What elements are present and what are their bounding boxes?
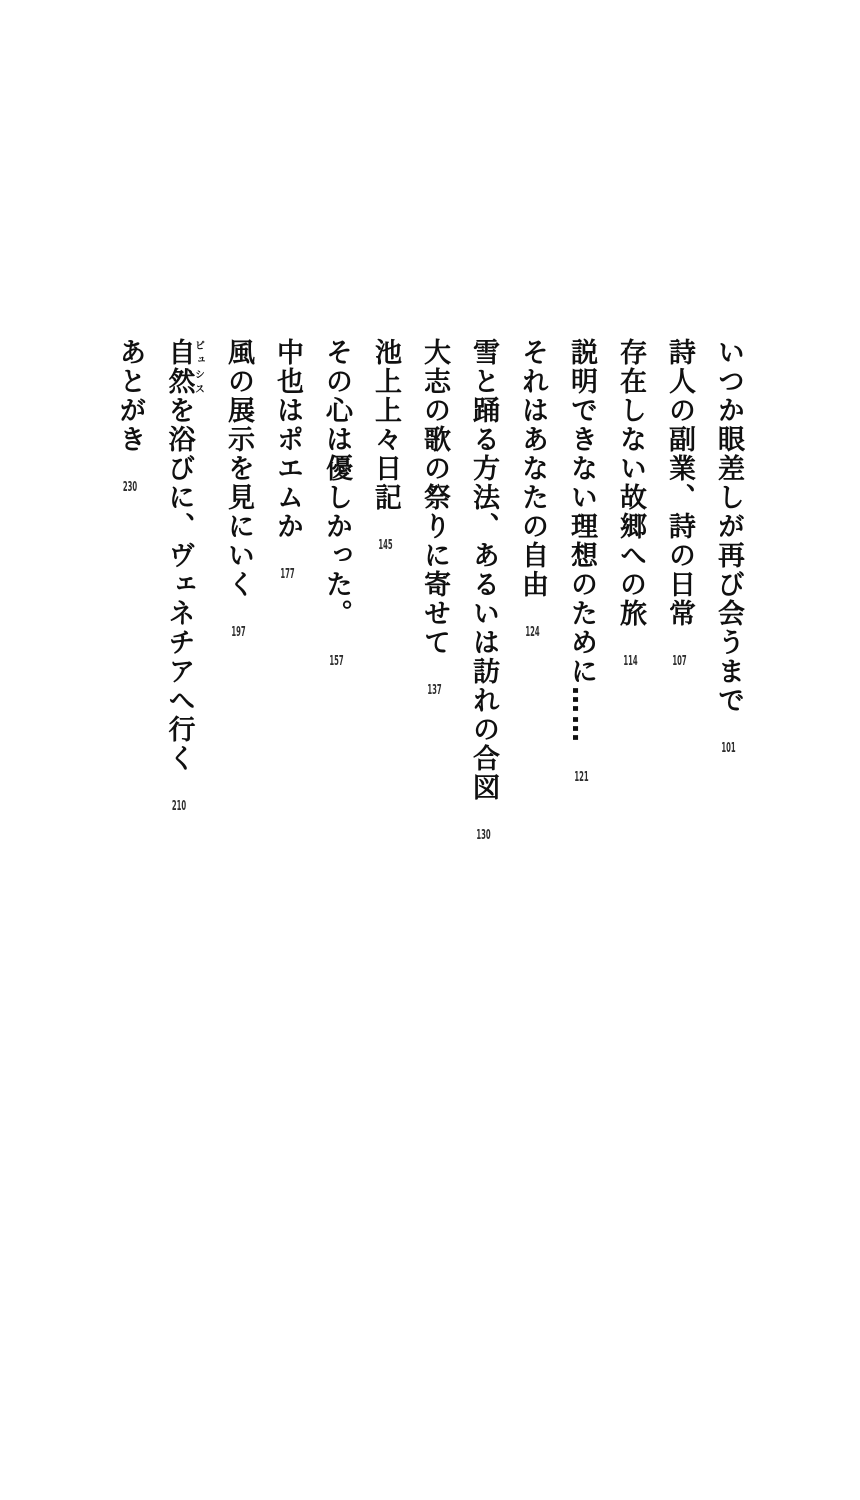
toc-entry-page-number: 230	[122, 481, 138, 494]
toc-entry-page-number: 157	[329, 655, 344, 668]
toc-entry-title: 風の展示を見にいく	[223, 338, 254, 599]
toc-entry	[715, 338, 742, 842]
toc-entry-page-number: 107	[672, 655, 687, 668]
toc-entry	[617, 338, 644, 842]
toc-entry-title: 池上上々日記	[370, 338, 401, 512]
furigana: ピュシス	[192, 338, 204, 396]
toc-entry-page-number: 121	[574, 771, 589, 784]
toc-entry-page-number: 124	[525, 626, 540, 639]
toc-entry-title: 雪と踊る方法、あるいは訪れの合図	[468, 338, 499, 802]
toc-entry	[114, 338, 146, 842]
toc-entry	[163, 338, 204, 842]
toc-entry-page-number: 101	[721, 742, 736, 755]
ruby-annotated-word: 自然ピュシス	[163, 338, 204, 396]
toc-entry-page-number: 177	[280, 568, 295, 581]
toc-entry-page-number: 145	[378, 539, 393, 552]
toc-entry-title: それはあなたの自由	[517, 338, 548, 599]
toc-entry-page-number: 197	[231, 626, 246, 639]
toc-entry-page-number: 137	[427, 684, 442, 697]
toc-entry	[323, 338, 350, 842]
toc-entry-title: その心は優しかった。	[321, 338, 352, 628]
toc-list	[114, 338, 744, 842]
toc-entry	[519, 338, 546, 842]
toc-entry	[372, 338, 399, 842]
toc-entry-title: いつか眼差しが再び会うまで	[713, 338, 744, 715]
toc-entry	[274, 338, 301, 842]
toc-entry-page-number: 130	[476, 829, 491, 842]
toc-entry-title: 中也はポエムか	[272, 338, 303, 541]
toc-entry-title: 大志の歌の祭りに寄せて	[419, 338, 450, 657]
toc-entry-page-number: 114	[623, 655, 638, 668]
toc-entry-title: 説明できない理想のために……	[566, 338, 597, 744]
toc-entry	[225, 338, 252, 842]
toc-entry-title: 詩人の副業、詩の日常	[664, 338, 695, 628]
toc-entry-title: 存在しない故郷への旅	[615, 338, 646, 628]
toc-entry	[421, 338, 448, 842]
toc-entry	[666, 338, 693, 842]
toc-entry	[568, 338, 595, 842]
toc-entry-title: あとがき	[114, 338, 146, 454]
toc-entry-page-number: 210	[171, 800, 187, 813]
toc-entry	[470, 338, 497, 842]
toc-entry-title: 自然ピュシスを浴びに、ヴェネチアへ行く	[163, 338, 204, 773]
